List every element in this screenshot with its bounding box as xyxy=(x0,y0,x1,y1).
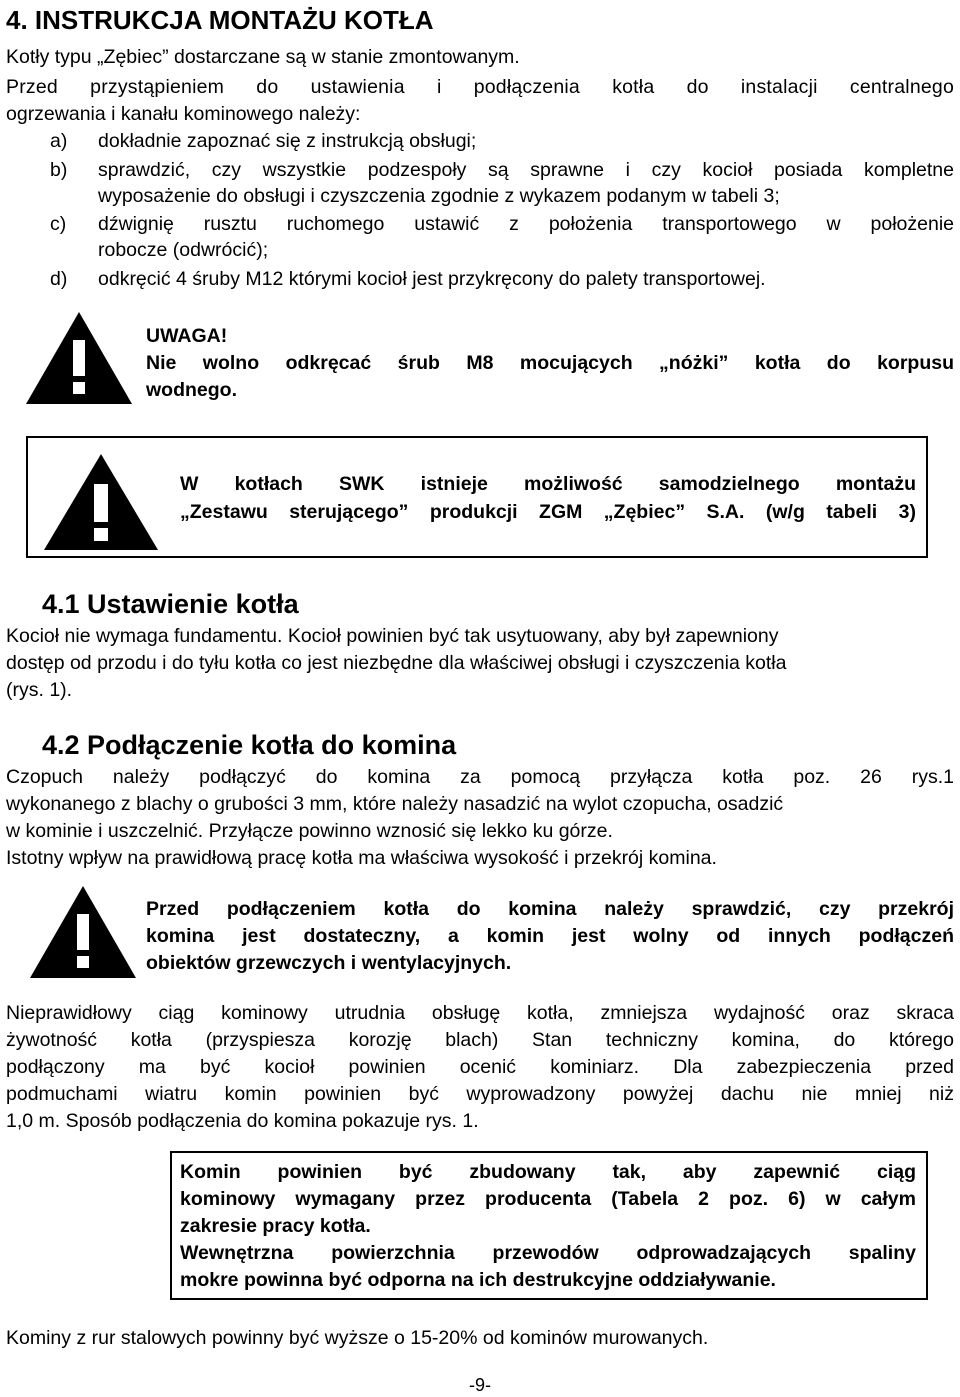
draft-line-3: podłączony ma być kocioł powinien ocenić kominiarz. Dla zabezpieczenia przed xyxy=(6,1056,954,1078)
section-4-2-line-4: Istotny wpływ na prawidłową pracę kotła ma właściwa wysokość i przekrój komina. xyxy=(6,847,717,869)
warning-1-line-1: Nie wolno odkręcać śrub M8 mocujących „nóżki” kotła do korpusu xyxy=(146,352,954,374)
draft-line-5: 1,0 m. Sposób podłączenia do komina pokazuje rys. 1. xyxy=(6,1110,479,1132)
page-number: -9- xyxy=(469,1375,491,1395)
chimney-box-line-5: mokre powinna być odporna na ich destrukcyjne oddziaływanie. xyxy=(180,1269,776,1291)
warning-1-line-2: wodnego. xyxy=(146,379,237,401)
step-b-label: b) xyxy=(50,159,68,181)
section-4-1-line-1: Kocioł nie wymaga fundamentu. Kocioł powinien być tak usytuowany, aby był zapewniony xyxy=(6,625,779,647)
draft-line-2: żywotność kotła (przyspiesza korozję blach) Stan techniczny komina, do którego xyxy=(6,1029,954,1051)
chimney-box-line-2: kominowy wymagany przez producenta (Tabela 2 poz. 6) w całym xyxy=(180,1188,916,1210)
warning-triangle-icon xyxy=(24,310,134,406)
warning-3-line-3: obiektów grzewczych i wentylacyjnych. xyxy=(146,952,512,974)
chimney-box-line-4: Wewnętrzna powierzchnia przewodów odprowadzających spaliny xyxy=(180,1242,916,1264)
section-4-1-line-2: dostęp od przodu i do tyłu kotła co jest niezbędne dla właściwej obsługi i czyszczenia kotła xyxy=(6,652,787,674)
warning-3-line-1: Przed podłączeniem kotła do komina należy sprawdzić, czy przekrój xyxy=(146,898,954,920)
warning-3-line-2: komina jest dostateczny, a komin jest wolny od innych podłączeń xyxy=(146,925,954,947)
step-c-text-2: robocze (odwrócić); xyxy=(98,239,269,261)
intro-line-3: ogrzewania i kanału kominowego należy: xyxy=(6,103,361,125)
chimney-requirements-box xyxy=(170,1151,928,1300)
warning-2-line-1: W kotłach SWK istnieje możliwość samodzielnego montażu xyxy=(180,473,916,495)
draft-line-1: Nieprawidłowy ciąg kominowy utrudnia obsługę kotła, zmniejsza wydajność oraz skraca xyxy=(6,1002,954,1024)
step-b-text-1: sprawdzić, czy wszystkie podzespoły są sprawne i czy kocioł posiada kompletne xyxy=(98,159,954,181)
draft-line-4: podmuchami wiatru komin powinien być wyprowadzony powyżej dachu nie mniej niż xyxy=(6,1083,954,1105)
final-note: Kominy z rur stalowych powinny być wyższe o 15-20% od kominów murowanych. xyxy=(6,1327,709,1349)
step-c-text-1: dźwignię rusztu ruchomego ustawić z położenia transportowego w położenie xyxy=(98,213,954,235)
step-a-label: a) xyxy=(50,130,68,152)
warning-1-title: UWAGA! xyxy=(146,325,228,347)
section-4-2-line-1: Czopuch należy podłączyć do komina za pomocą przyłącza kotła poz. 26 rys.1 xyxy=(6,766,954,788)
section-4-1-line-3: (rys. 1). xyxy=(6,679,73,701)
section-4-1-heading: 4.1 Ustawienie kotła xyxy=(42,589,299,619)
intro-line-2: Przed przystąpieniem do ustawienia i podłączenia kotła do instalacji centralnego xyxy=(6,76,954,98)
step-d-text: odkręcić 4 śruby M12 którymi kocioł jest przykręcony do palety transportowej. xyxy=(98,268,766,290)
warning-2-line-2: „Zestawu sterującego” produkcji ZGM „Zębiec” S.A. (w/g tabeli 3) xyxy=(180,501,916,523)
page-title: 4. INSTRUKCJA MONTAŻU KOTŁA xyxy=(6,5,434,35)
chimney-box-line-3: zakresie pracy kotła. xyxy=(180,1215,371,1237)
step-b-text-2: wyposażenie do obsługi i czyszczenia zgodnie z wykazem podanym w tabeli 3; xyxy=(98,185,780,207)
step-a-text: dokładnie zapoznać się z instrukcją obsługi; xyxy=(98,130,477,152)
warning-triangle-icon xyxy=(42,452,160,552)
warning-2-box xyxy=(26,436,928,558)
chimney-box-line-1: Komin powinien być zbudowany tak, aby zapewnić ciąg xyxy=(180,1161,916,1183)
section-4-2-line-2: wykonanego z blachy o grubości 3 mm, które należy nasadzić na wylot czopucha, osadzić xyxy=(6,793,784,815)
step-c-label: c) xyxy=(50,213,67,235)
section-4-2-line-3: w kominie i uszczelnić. Przyłącze powinno wznosić się lekko ku górze. xyxy=(6,820,613,842)
step-d-label: d) xyxy=(50,268,68,290)
warning-triangle-icon xyxy=(28,884,138,980)
section-4-2-heading: 4.2 Podłączenie kotła do komina xyxy=(42,730,457,760)
intro-line-1: Kotły typu „Zębiec” dostarczane są w stanie zmontowanym. xyxy=(6,46,520,68)
intro-paragraph xyxy=(6,74,954,101)
